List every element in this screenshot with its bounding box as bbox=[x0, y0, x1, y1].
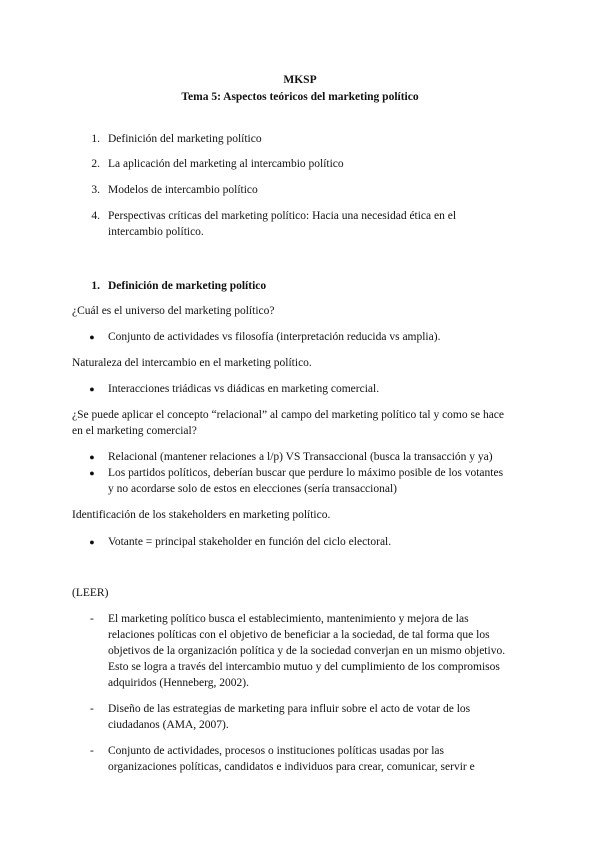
toc-item: La aplicación del marketing al intercambio político bbox=[108, 158, 344, 170]
dash-marker: - bbox=[90, 703, 94, 715]
definition-line: organizaciones políticas, candidatos e individuos para crear, comunicar, servir e bbox=[108, 761, 475, 773]
question-paragraph: ¿Se puede aplicar el concepto “relacional” al campo del marketing político tal y como se hace bbox=[72, 409, 505, 421]
leer-label: (LEER) bbox=[72, 587, 109, 599]
definition-line: adquiridos (Henneberg, 2002). bbox=[108, 677, 249, 689]
toc-item: Perspectivas críticas del marketing político: Hacia una necesidad ética en el bbox=[108, 210, 457, 222]
definition-line: Esto se logra a través del intercambio mutuo y del cumplimiento de los compromisos bbox=[108, 661, 500, 673]
bullet-item: Conjunto de actividades vs filosofía (interpretación reducida vs amplia). bbox=[108, 331, 441, 343]
toc-number: 3. bbox=[91, 184, 100, 196]
dash-marker: - bbox=[90, 613, 94, 625]
toc-number: 4. bbox=[91, 210, 100, 222]
bullet-item: Los partidos políticos, deberían buscar que perdure lo máximo posible de los votantes bbox=[108, 467, 504, 479]
bullet-icon: ● bbox=[89, 537, 95, 547]
section-heading: Definición de marketing político bbox=[108, 280, 267, 292]
question-paragraph-continuation: en el marketing comercial? bbox=[72, 425, 197, 437]
question-paragraph: ¿Cuál es el universo del marketing político? bbox=[72, 305, 275, 317]
question-paragraph: Naturaleza del intercambio en el marketing político. bbox=[72, 357, 312, 369]
bullet-icon: ● bbox=[89, 452, 95, 462]
toc-item-continuation: intercambio político. bbox=[108, 226, 204, 238]
section-number: 1. bbox=[91, 280, 100, 292]
toc-item: Modelos de intercambio político bbox=[108, 184, 258, 196]
toc-number: 1. bbox=[91, 133, 100, 145]
bullet-icon: ● bbox=[89, 332, 95, 342]
definition-line: Diseño de las estrategias de marketing para influir sobre el acto de votar de los bbox=[108, 703, 471, 715]
bullet-item: Interacciones triádicas vs diádicas en marketing comercial. bbox=[108, 383, 380, 395]
bullet-item: Votante = principal stakeholder en función del ciclo electoral. bbox=[108, 536, 392, 548]
dash-marker: - bbox=[90, 745, 94, 757]
bullet-icon: ● bbox=[89, 384, 95, 394]
toc-item: Definición del marketing político bbox=[108, 133, 262, 145]
bullet-icon: ● bbox=[89, 468, 95, 478]
question-paragraph: Identificación de los stakeholders en marketing político. bbox=[72, 509, 331, 521]
definition-line: Conjunto de actividades, procesos o instituciones políticas usadas por las bbox=[108, 745, 444, 757]
definition-line: ciudadanos (AMA, 2007). bbox=[108, 719, 229, 731]
definition-line: relaciones políticas con el objetivo de beneficiar a la sociedad, de tal forma que los bbox=[108, 629, 490, 641]
course-title: MKSP bbox=[283, 74, 317, 86]
topic-title: Tema 5: Aspectos teóricos del marketing político bbox=[181, 91, 419, 103]
bullet-item: Relacional (mantener relaciones a l/p) VS Transaccional (busca la transacción y ya) bbox=[108, 451, 493, 463]
definition-line: objetivos de la organización política y de la sociedad converjan en un mismo objetivo. bbox=[108, 645, 506, 657]
bullet-item-continuation: y no acordarse solo de estos en elecciones (sería transaccional) bbox=[108, 483, 397, 495]
definition-line: El marketing político busca el establecimiento, mantenimiento y mejora de las bbox=[108, 613, 469, 625]
toc-number: 2. bbox=[91, 158, 100, 170]
